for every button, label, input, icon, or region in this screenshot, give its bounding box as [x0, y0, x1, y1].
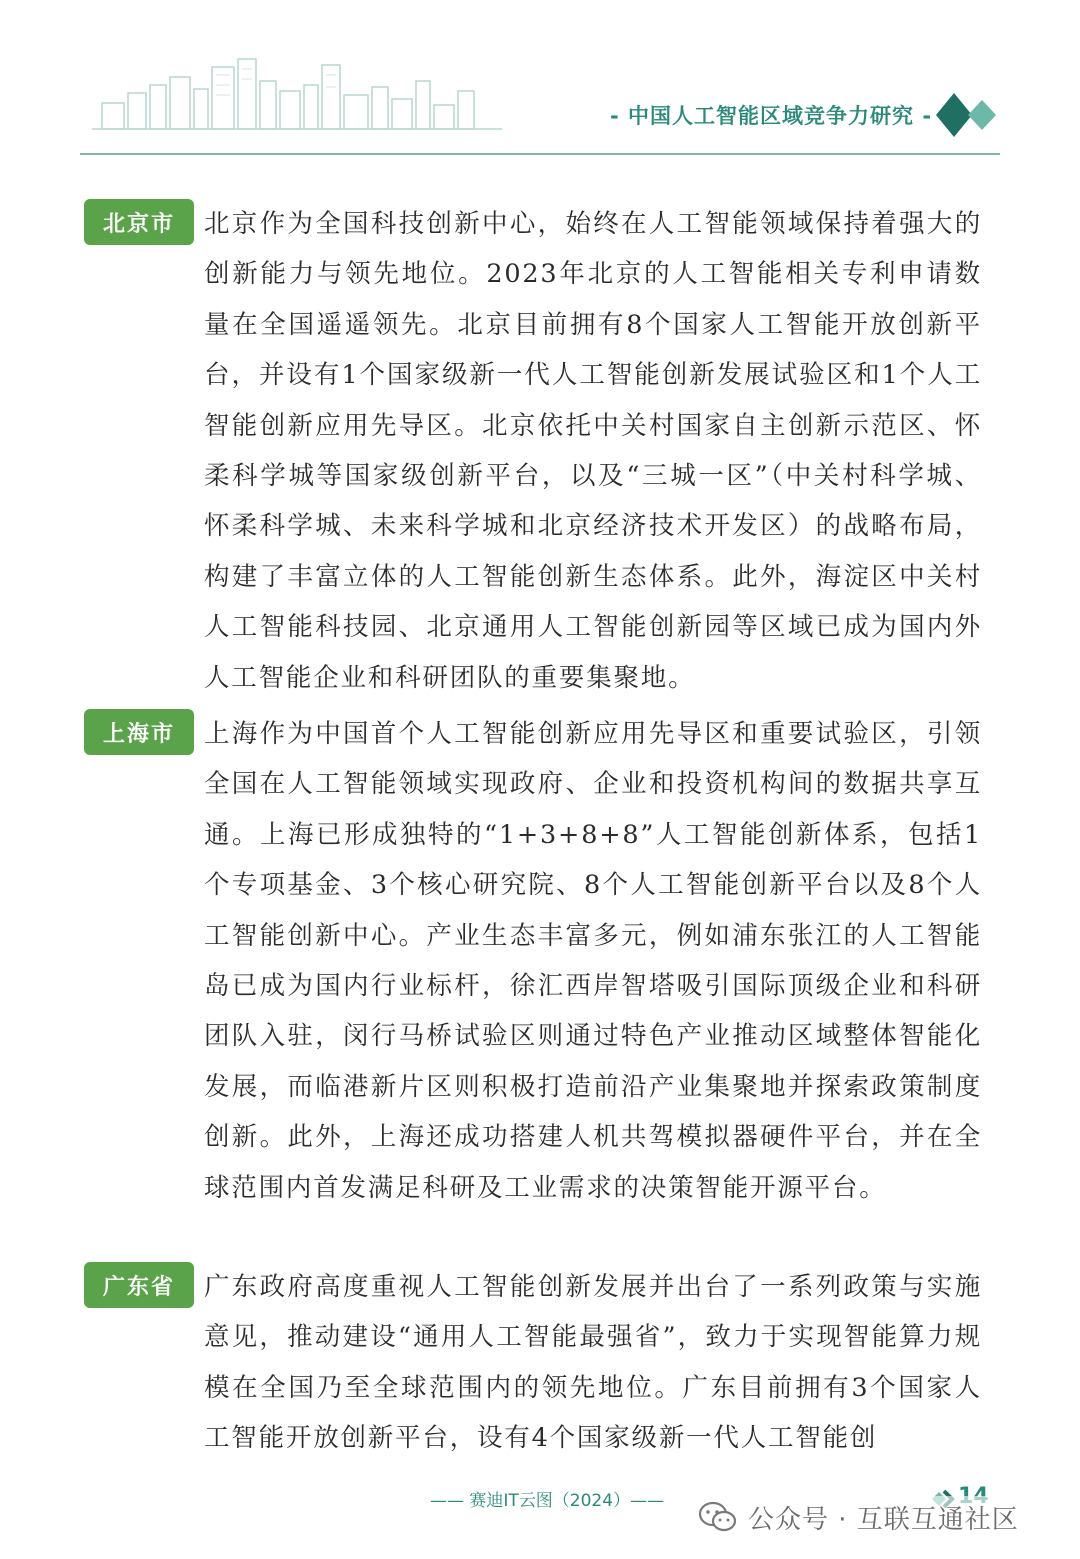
city-skyline-graphic: [92, 55, 502, 130]
diamond-logo-icon: [934, 90, 1004, 140]
footer-source: —— 赛迪IT云图（2024）——: [430, 1491, 665, 1511]
wechat-watermark: [698, 1496, 1058, 1538]
wechat-icon: [698, 1500, 738, 1534]
header-divider: [80, 153, 1000, 155]
region-tag-guangdong: 广东省: [84, 1262, 194, 1308]
watermark-text: 公众号 · 互联互通社区: [748, 1504, 1019, 1535]
section-body-shanghai: 上海作为中国首个人工智能创新应用先导区和重要试验区，引领全国在人工智能领域实现政府、企业和投资机构间的数据共享互通。上海已形成独特的“1+3+8+8”人工智能创新体系，包括1个专项基金、3个核心研究院、8个人工智能创新平台以及8个人工智能创新中心。产业生态丰富多元，例如浦东张江的人工智能岛已成为国内行业标杆，徐汇西岸智塔吸引国际顶级企业和科研团队入驻，闵行马桥试验区则通过特色产业推动区域整体智能化发展，而临港新片区则积极打造前沿产业集聚地并探索政策制度创新。此外，上海还成功搭建人机共驾模拟器硬件平台，并在全球范围内首发满足科研及工业需求的决策智能开源平台。: [204, 719, 982, 1203]
header-title: - 中国人工智能区域竞争力研究 -: [610, 104, 933, 128]
section-body-beijing: 北京作为全国科技创新中心，始终在人工智能领域保持着强大的创新能力与领先地位。2023年北京的人工智能相关专利申请数量在全国遥遥领先。北京目前拥有8个国家人工智能开放创新平台，并设有1个国家级新一代人工智能创新发展试验区和1个人工智能创新应用先导区。北京依托中关村国家自主创新示范区、怀柔科学城等国家级创新平台，以及“三城一区”（中关村科学城、怀柔科学城、未来科学城和北京经济技术开发区）的战略布局，构建了丰富立体的人工智能创新生态体系。此外，海淀区中关村人工智能科技园、北京通用人工智能创新园等区域已成为国内外人工智能企业和科研团队的重要集聚地。: [204, 209, 982, 693]
region-tag-shanghai: 上海市: [84, 709, 194, 755]
section-body-guangdong: 广东政府高度重视人工智能创新发展并出台了一系列政策与实施意见，推动建设“通用人工智能最强省”，致力于实现智能算力规模在全国乃至全球范围内的领先地位。广东目前拥有3个国家人工智能开放创新平台，设有4个国家级新一代人工智能创: [204, 1272, 982, 1454]
region-tag-beijing: 北京市: [84, 199, 194, 245]
